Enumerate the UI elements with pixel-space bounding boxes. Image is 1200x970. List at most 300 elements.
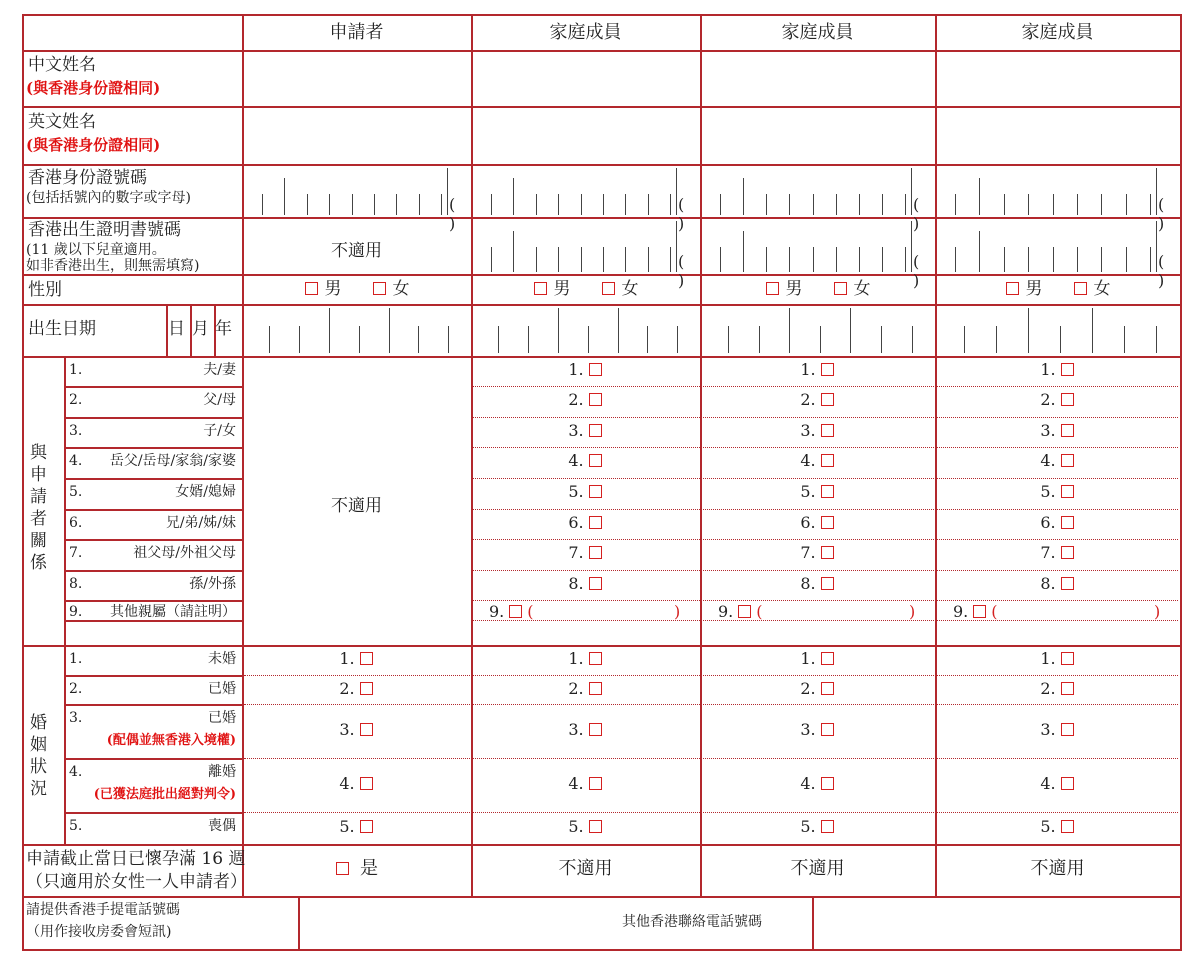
option-number: 2. — [1040, 390, 1056, 409]
marital-item-label: 離婚 — [208, 764, 236, 780]
relationship-item-number: 4. — [69, 453, 83, 469]
marital-item-note: (已獲法庭批出絕對判令) — [93, 787, 236, 802]
option-number: 5. — [339, 817, 355, 836]
marital-checkbox-3[interactable] — [360, 723, 373, 736]
relationship-option — [700, 514, 935, 532]
marital-checkbox-3[interactable] — [1061, 723, 1074, 736]
digit-divider — [996, 326, 997, 353]
digit-divider — [766, 247, 767, 272]
pregnancy-na: 不適用 — [790, 858, 845, 879]
male-checkbox[interactable] — [305, 282, 318, 295]
digit-divider — [448, 326, 449, 353]
digit-divider — [1126, 247, 1127, 272]
marital-option — [242, 818, 471, 836]
relationship-option — [700, 422, 935, 440]
marital-checkbox-1[interactable] — [589, 652, 602, 665]
digit-divider — [1150, 247, 1151, 272]
digit-divider — [299, 326, 300, 353]
bracket-close: ) — [909, 602, 916, 621]
digit-divider — [882, 194, 883, 215]
option-number: 1. — [339, 649, 355, 668]
marital-checkbox-5[interactable] — [589, 820, 602, 833]
digit-divider — [329, 308, 330, 353]
relationship-option — [935, 544, 1180, 562]
dob-month-label: 月 — [192, 319, 209, 339]
digit-divider — [648, 194, 649, 215]
option-number: 3. — [1040, 720, 1056, 739]
digit-divider — [859, 247, 860, 272]
female-checkbox[interactable] — [834, 282, 847, 295]
other-phone-input[interactable] — [814, 898, 1178, 948]
relationship-checkbox-2[interactable] — [589, 393, 602, 406]
marital-checkbox-1[interactable] — [1061, 652, 1074, 665]
digit-divider — [418, 326, 419, 353]
digit-divider — [1060, 326, 1061, 353]
check-digit-bracket[interactable]: ( ) — [913, 252, 920, 290]
marital-checkbox-2[interactable] — [589, 682, 602, 695]
digit-divider — [389, 308, 390, 353]
relationship-checkbox-2[interactable] — [821, 393, 834, 406]
dotted-rule — [473, 620, 1178, 621]
relationship-other-option — [953, 603, 998, 621]
option-number: 2. — [568, 678, 584, 698]
check-digit-bracket[interactable]: ( ) — [449, 195, 456, 233]
digit-divider — [813, 194, 814, 215]
digit-divider — [447, 168, 448, 215]
relationship-checkbox-6[interactable] — [821, 516, 834, 529]
h-rule — [22, 164, 1182, 166]
digit-divider — [789, 194, 790, 215]
v-rule — [1180, 14, 1182, 951]
digit-divider — [759, 326, 760, 353]
dob-year-label: 年 — [215, 319, 232, 339]
option-number: 5. — [568, 482, 584, 501]
male-checkbox[interactable] — [766, 282, 779, 295]
marital-checkbox-5[interactable] — [360, 820, 373, 833]
marital-checkbox-5[interactable] — [1061, 820, 1074, 833]
relationship-item-number: 6. — [69, 515, 83, 531]
digit-divider — [911, 221, 912, 272]
relationship-checkbox-1[interactable] — [1061, 363, 1074, 376]
digit-divider — [513, 231, 514, 272]
h-rule — [64, 758, 244, 760]
option-number: 3. — [800, 421, 816, 440]
h-rule — [64, 704, 244, 706]
digit-divider — [588, 326, 589, 353]
option-number: 2. — [339, 678, 355, 698]
h-rule — [22, 274, 1182, 276]
relationship-option — [700, 483, 935, 501]
digit-divider — [1028, 308, 1029, 353]
relationship-option — [471, 361, 700, 379]
digit-divider — [881, 326, 882, 353]
relationship-checkbox-6[interactable] — [589, 516, 602, 529]
digit-divider — [1101, 247, 1102, 272]
digit-divider — [647, 326, 648, 353]
marital-item-label: 喪偶 — [208, 818, 236, 834]
marital-option — [935, 680, 1180, 698]
pregnancy-yes-option — [242, 859, 471, 880]
digit-divider — [820, 326, 821, 353]
marital-option — [471, 818, 700, 836]
option-number: 9. — [953, 602, 969, 621]
english-name-note: (與香港身份證相同) — [26, 136, 161, 154]
option-number: 4. — [339, 774, 355, 793]
h-rule — [64, 812, 244, 814]
mobile-phone-label: 請提供香港手提電話號碼 — [26, 902, 180, 918]
english-name-input[interactable] — [244, 108, 469, 162]
relationship-item-number: 1. — [69, 362, 83, 378]
relationship-item-label: 女婿/媳婦 — [175, 484, 236, 500]
relationship-checkbox-7[interactable] — [821, 546, 834, 559]
marital-option — [471, 650, 700, 668]
option-number: 4. — [568, 774, 584, 793]
relationship-checkbox-1[interactable] — [821, 363, 834, 376]
marital-checkbox-1[interactable] — [821, 652, 834, 665]
digit-divider — [419, 194, 420, 215]
relationship-item-label: 其他親屬（請註明） — [110, 604, 236, 620]
female-checkbox[interactable] — [373, 282, 386, 295]
marital-option — [700, 721, 935, 739]
relationship-checkbox-7[interactable] — [589, 546, 602, 559]
relationship-option — [935, 514, 1180, 532]
female-label: 女 — [392, 279, 410, 299]
relationship-option — [700, 544, 935, 562]
relationship-checkbox-7[interactable] — [1061, 546, 1074, 559]
header-family-member: 家庭成員 — [781, 22, 854, 43]
relationship-checkbox-4[interactable] — [821, 454, 834, 467]
relationship-title-char: 申 — [30, 465, 47, 485]
digit-divider — [374, 194, 375, 215]
relationship-item-label: 兄/弟/姊/妹 — [165, 515, 236, 531]
digit-divider — [979, 231, 980, 272]
relationship-option — [935, 422, 1180, 440]
sex-options — [700, 280, 935, 300]
option-number: 1. — [568, 360, 584, 379]
option-number: 3. — [1040, 421, 1056, 440]
h-rule — [64, 600, 244, 602]
option-number: 1. — [1040, 360, 1056, 379]
digit-divider — [581, 247, 582, 272]
dotted-rule — [244, 704, 1178, 705]
header-family-member: 家庭成員 — [1021, 22, 1094, 43]
digit-divider — [558, 308, 559, 353]
digit-divider — [1028, 194, 1029, 215]
digit-divider — [1092, 308, 1093, 353]
marital-checkbox-4[interactable] — [1061, 777, 1074, 790]
dotted-rule — [244, 675, 1178, 676]
birth-cert-label: 香港出生證明書號碼 — [28, 220, 181, 240]
relationship-option — [935, 483, 1180, 501]
marital-item-number: 3. — [69, 710, 83, 726]
option-number: 5. — [1040, 482, 1056, 501]
relationship-option — [700, 361, 935, 379]
male-checkbox[interactable] — [1006, 282, 1019, 295]
digit-divider — [766, 194, 767, 215]
digit-divider — [1077, 194, 1078, 215]
marital-checkbox-2[interactable] — [1061, 682, 1074, 695]
digit-divider — [1077, 247, 1078, 272]
pregnancy-note: （只適用於女性一人申請者） — [26, 872, 247, 892]
option-number: 9. — [489, 602, 505, 621]
relationship-checkbox-6[interactable] — [1061, 516, 1074, 529]
check-digit-bracket[interactable]: ( ) — [913, 195, 920, 233]
option-number: 7. — [800, 543, 816, 562]
relationship-checkbox-2[interactable] — [1061, 393, 1074, 406]
digit-divider — [491, 247, 492, 272]
option-number: 7. — [1040, 543, 1056, 562]
relationship-checkbox-9[interactable] — [973, 605, 986, 618]
digit-divider — [558, 247, 559, 272]
marital-title-char: 況 — [30, 779, 47, 799]
digit-divider — [603, 247, 604, 272]
relationship-option — [935, 391, 1180, 409]
male-label: 男 — [324, 279, 342, 299]
dotted-rule — [244, 758, 1178, 759]
chinese-name-input[interactable] — [473, 52, 698, 104]
pregnancy-yes-label: 是 — [360, 858, 378, 879]
relationship-item-number: 2. — [69, 392, 83, 408]
relationship-option — [700, 391, 935, 409]
h-rule — [64, 570, 244, 572]
h-rule — [64, 417, 244, 419]
option-number: 2. — [800, 390, 816, 409]
dob-label: 出生日期 — [28, 319, 96, 339]
option-number: 4. — [800, 451, 816, 470]
marital-checkbox-2[interactable] — [821, 682, 834, 695]
marital-option — [700, 650, 935, 668]
digit-divider — [603, 194, 604, 215]
marital-checkbox-4[interactable] — [821, 777, 834, 790]
marital-item-number: 4. — [69, 764, 83, 780]
relationship-checkbox-8[interactable] — [821, 577, 834, 590]
english-name-input[interactable] — [473, 108, 698, 162]
marital-item-number: 5. — [69, 818, 83, 834]
marital-option — [935, 650, 1180, 668]
marital-checkbox-3[interactable] — [821, 723, 834, 736]
digit-divider — [513, 178, 514, 215]
h-rule — [22, 217, 1182, 219]
marital-option — [700, 680, 935, 698]
marital-title-char: 狀 — [30, 757, 47, 777]
relationship-option — [935, 361, 1180, 379]
digit-divider — [1156, 168, 1157, 215]
digit-divider — [670, 194, 671, 215]
digit-divider — [396, 194, 397, 215]
sex-options — [242, 280, 471, 300]
option-number: 3. — [568, 421, 584, 440]
digit-divider — [352, 194, 353, 215]
relationship-item-number: 9. — [69, 604, 83, 620]
marital-checkbox-5[interactable] — [821, 820, 834, 833]
option-number: 3. — [800, 720, 816, 739]
digit-divider — [284, 178, 285, 215]
female-label: 女 — [621, 279, 639, 299]
marital-item-note: (配偶並無香港入境權) — [106, 733, 236, 748]
digit-divider — [1053, 194, 1054, 215]
digit-divider — [307, 194, 308, 215]
header-family-member: 家庭成員 — [549, 22, 622, 43]
relationship-item-number: 7. — [69, 545, 83, 561]
digit-divider — [955, 247, 956, 272]
h-rule — [22, 949, 1182, 951]
chinese-name-note: (與香港身份證相同) — [26, 79, 161, 97]
marital-checkbox-4[interactable] — [589, 777, 602, 790]
marital-checkbox-3[interactable] — [589, 723, 602, 736]
other-phone-label: 其他香港聯絡電話號碼 — [622, 914, 762, 930]
english-name-input[interactable] — [702, 108, 933, 162]
relationship-checkbox-1[interactable] — [589, 363, 602, 376]
relationship-checkbox-5[interactable] — [589, 485, 602, 498]
marital-option — [700, 775, 935, 793]
relationship-other-option — [718, 603, 763, 621]
pregnancy-yes-checkbox[interactable] — [336, 862, 349, 875]
v-rule — [22, 14, 24, 951]
dob-day-label: 日 — [168, 319, 185, 339]
check-digit-bracket[interactable]: ( ) — [1158, 195, 1165, 233]
marital-checkbox-1[interactable] — [360, 652, 373, 665]
marital-option — [242, 775, 471, 793]
relationship-other-option — [489, 603, 534, 621]
h-rule — [64, 447, 244, 449]
digit-divider — [1028, 247, 1029, 272]
relationship-checkbox-9[interactable] — [509, 605, 522, 618]
option-number: 1. — [568, 649, 584, 668]
dotted-rule — [473, 386, 1178, 387]
digit-divider — [625, 194, 626, 215]
digit-divider — [836, 194, 837, 215]
marital-item-label: 已婚 — [208, 710, 236, 726]
marital-checkbox-2[interactable] — [360, 682, 373, 695]
marital-item-label: 已婚 — [208, 681, 236, 697]
option-number: 6. — [800, 513, 816, 532]
option-number: 1. — [1040, 649, 1056, 668]
h-rule — [64, 478, 244, 480]
relationship-checkbox-8[interactable] — [1061, 577, 1074, 590]
marital-item-label: 未婚 — [208, 651, 236, 667]
h-rule — [64, 509, 244, 511]
digit-divider — [836, 247, 837, 272]
h-rule — [22, 14, 1182, 16]
relationship-title-char: 與 — [30, 443, 47, 463]
relationship-title-char: 關 — [30, 531, 47, 551]
digit-divider — [905, 247, 906, 272]
mobile-phone-note: （用作接收房委會短訊) — [26, 924, 172, 940]
h-rule — [64, 675, 244, 677]
digit-divider — [850, 308, 851, 353]
digit-divider — [912, 326, 913, 353]
relationship-checkbox-3[interactable] — [589, 424, 602, 437]
marital-option — [935, 721, 1180, 739]
relationship-checkbox-5[interactable] — [1061, 485, 1074, 498]
digit-divider — [859, 194, 860, 215]
check-digit-bracket[interactable]: ( ) — [678, 195, 685, 233]
relationship-option — [471, 391, 700, 409]
option-number: 8. — [1040, 574, 1056, 593]
mobile-phone-input[interactable] — [300, 898, 620, 948]
relationship-checkbox-3[interactable] — [821, 424, 834, 437]
relationship-title-char: 係 — [30, 553, 47, 573]
dotted-rule — [473, 509, 1178, 510]
chinese-name-input[interactable] — [937, 52, 1178, 104]
female-checkbox[interactable] — [602, 282, 615, 295]
relationship-checkbox-9[interactable] — [738, 605, 751, 618]
marital-option — [471, 775, 700, 793]
h-rule — [22, 356, 1182, 358]
sex-options — [935, 280, 1180, 300]
option-number: 5. — [800, 817, 816, 836]
check-digit-bracket[interactable]: ( ) — [678, 252, 685, 290]
digit-divider — [743, 231, 744, 272]
relationship-item-label: 岳父/岳母/家翁/家婆 — [109, 453, 236, 469]
relationship-option — [471, 452, 700, 470]
relationship-item-label: 祖父母/外祖父母 — [133, 545, 236, 561]
digit-divider — [536, 247, 537, 272]
male-label: 男 — [553, 279, 571, 299]
relationship-checkbox-3[interactable] — [1061, 424, 1074, 437]
option-number: 5. — [1040, 817, 1056, 836]
h-rule — [64, 539, 244, 541]
male-checkbox[interactable] — [534, 282, 547, 295]
relationship-option — [700, 452, 935, 470]
bracket-close: ) — [674, 602, 681, 621]
hkid-note: (包括括號內的數字或字母) — [26, 190, 191, 206]
relationship-checkbox-4[interactable] — [589, 454, 602, 467]
female-label: 女 — [853, 279, 871, 299]
digit-divider — [743, 178, 744, 215]
digit-divider — [1156, 221, 1157, 272]
check-digit-bracket[interactable]: ( ) — [1158, 252, 1165, 290]
pregnancy-na: 不適用 — [558, 858, 613, 879]
option-number: 4. — [800, 774, 816, 793]
digit-divider — [911, 168, 912, 215]
digit-divider — [1156, 326, 1157, 353]
digit-divider — [1101, 194, 1102, 215]
relationship-checkbox-5[interactable] — [821, 485, 834, 498]
h-rule — [22, 304, 1182, 306]
option-number: 1. — [800, 649, 816, 668]
relationship-checkbox-4[interactable] — [1061, 454, 1074, 467]
option-number: 4. — [568, 451, 584, 470]
chinese-name-input[interactable] — [702, 52, 933, 104]
option-number: 5. — [568, 817, 584, 836]
marital-item-number: 1. — [69, 651, 83, 667]
option-number: 9. — [718, 602, 734, 621]
relationship-checkbox-8[interactable] — [589, 577, 602, 590]
relationship-na: 不適用 — [331, 496, 382, 516]
birth-cert-na: 不適用 — [331, 241, 382, 261]
male-label: 男 — [785, 279, 803, 299]
english-name-input[interactable] — [937, 108, 1178, 162]
digit-divider — [1126, 194, 1127, 215]
option-number: 6. — [1040, 513, 1056, 532]
dotted-rule — [473, 447, 1178, 448]
marital-option — [935, 775, 1180, 793]
option-number: 1. — [800, 360, 816, 379]
female-checkbox[interactable] — [1074, 282, 1087, 295]
chinese-name-input[interactable] — [244, 52, 469, 104]
h-rule — [22, 645, 1182, 647]
marital-option — [242, 650, 471, 668]
marital-checkbox-4[interactable] — [360, 777, 373, 790]
digit-divider — [491, 194, 492, 215]
hkid-label: 香港身份證號碼 — [28, 168, 147, 188]
sex-options — [471, 280, 700, 300]
marital-option — [242, 721, 471, 739]
h-rule — [64, 620, 244, 622]
digit-divider — [789, 247, 790, 272]
digit-divider — [964, 326, 965, 353]
